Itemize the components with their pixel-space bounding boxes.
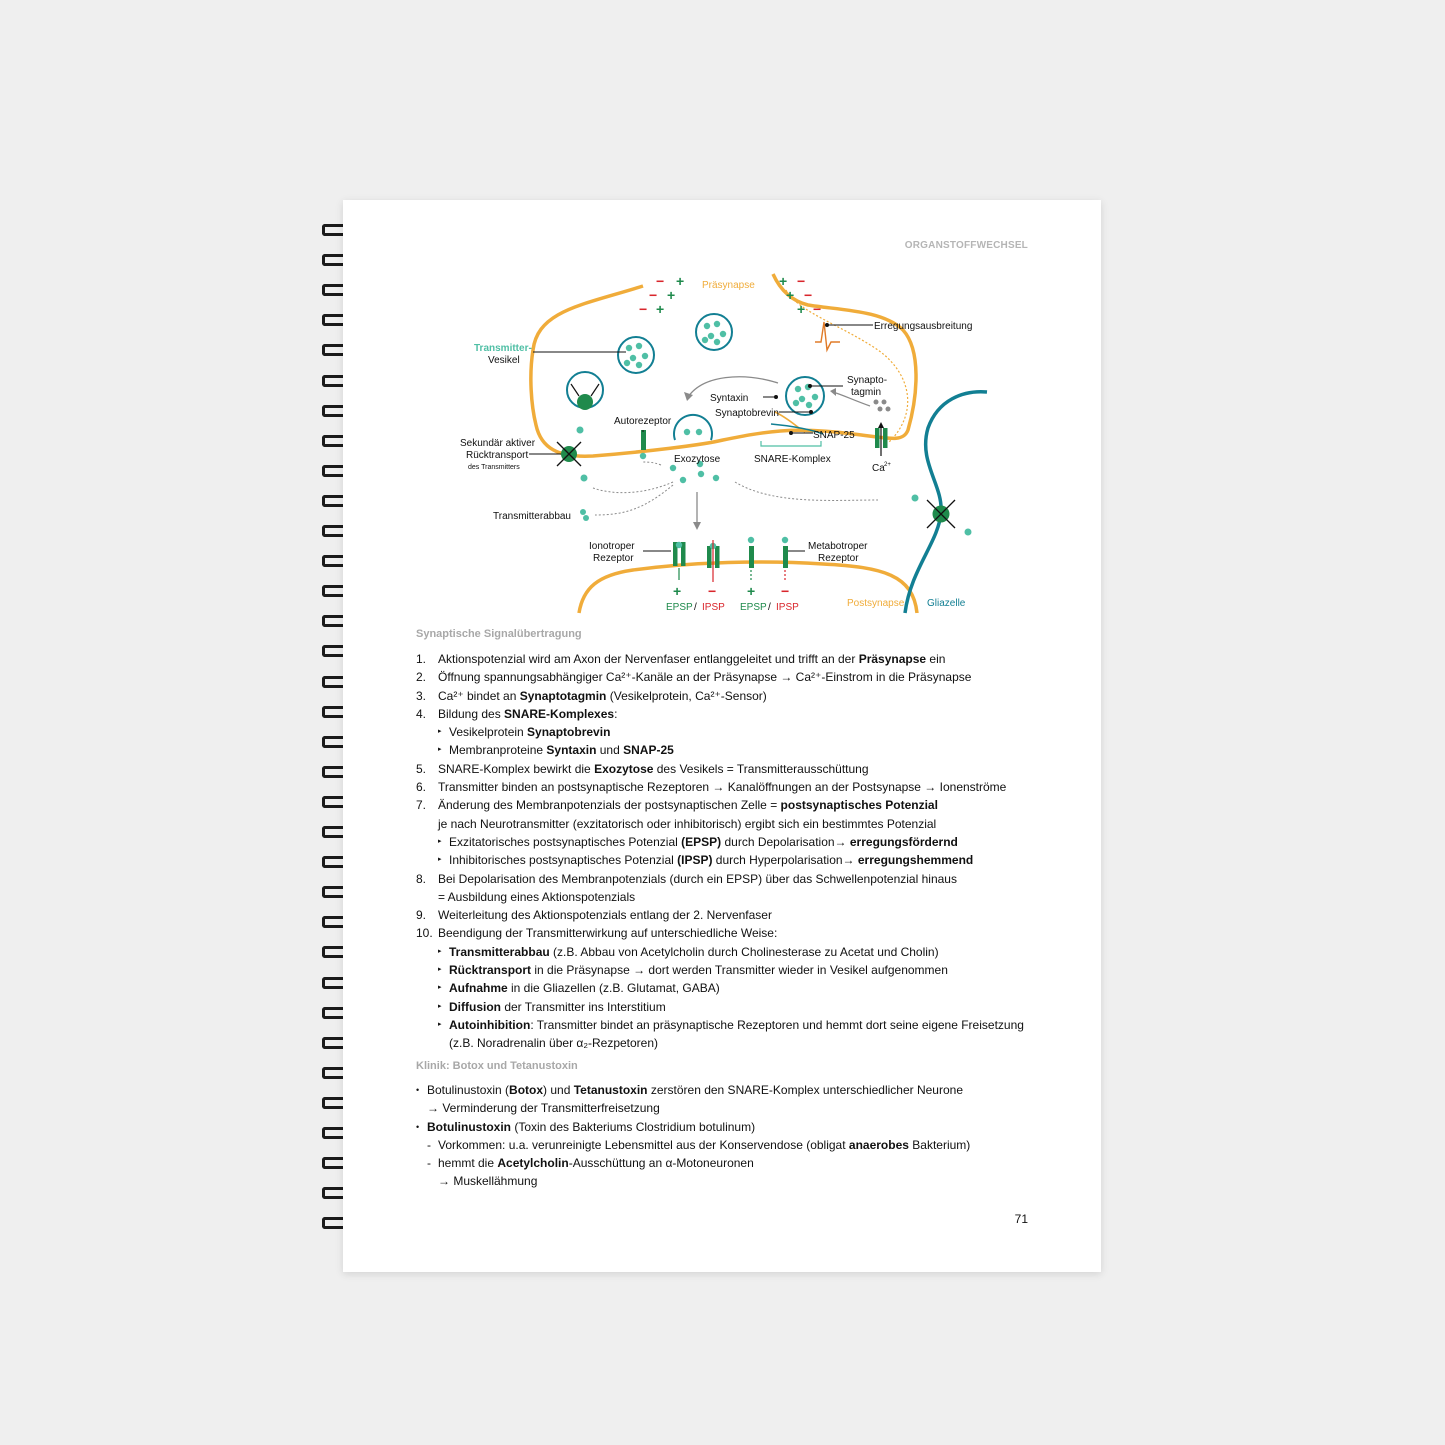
label-synapto: Synapto- [847, 375, 888, 386]
text-run: Bakterium) [908, 1137, 971, 1152]
list-item [416, 778, 1056, 796]
triangle-bullet-icon: ▸ [438, 728, 442, 736]
label-ca: Ca [872, 463, 885, 474]
svg-text:+: + [656, 301, 665, 317]
item-text [438, 687, 767, 705]
text-run: ein [926, 652, 946, 666]
item-text [427, 1081, 963, 1099]
text-run: Transmitter binden an postsynaptische Rezeptoren → Kanalöffnungen an der Postsynapse → Ionenströme [438, 780, 1007, 795]
text-run: Exzitatorisches postsynaptisches Potenzial [449, 834, 682, 849]
label-transmitterabbau: Transmitterabbau [493, 511, 571, 522]
text-run: hemmt die [438, 1156, 498, 1171]
label-ipsp-2: IPSP [776, 602, 799, 613]
svg-text:Rücktransport: Rücktransport [466, 450, 529, 461]
svg-text:tagmin: tagmin [851, 387, 882, 398]
text-run: zerstören den SNARE-Komplex unterschiedlicher Neurone [647, 1083, 964, 1097]
svg-text:−: − [797, 273, 806, 289]
sub-item-text [449, 723, 610, 741]
text-run: → Verminderung der Transmitterfreisetzung [427, 1101, 660, 1116]
page-number: 71 [1014, 1212, 1028, 1226]
item-continuation [438, 815, 936, 833]
item-text [438, 705, 617, 723]
item-number: 5. [416, 761, 427, 776]
text-run: (Toxin des Bakteriums Clostridium botulinum) [511, 1119, 756, 1134]
list-item [416, 870, 1056, 888]
section-title-signaluebertragung: Synaptische Signalübertragung [416, 628, 582, 640]
item-text [438, 924, 777, 942]
item-text [438, 1136, 970, 1154]
item-continuation [449, 1034, 658, 1052]
dash-icon: - [427, 1156, 431, 1171]
triangle-bullet-icon: ▸ [438, 837, 442, 845]
label-snap25: SNAP-25 [813, 430, 855, 441]
text-run: durch Hyperpolarisation→ [712, 853, 858, 868]
item-number: 3. [416, 688, 427, 703]
label-epsp-2: EPSP [740, 602, 767, 613]
list-item [416, 1118, 1056, 1136]
list-item [416, 998, 1056, 1016]
svg-text:−: − [708, 583, 717, 599]
text-run: des Vesikels = Transmitterausschüttung [653, 761, 869, 776]
text-run: : Transmitter bindet an präsynaptische Rezeptoren und hemmt dort seine eigene Freisetzung [530, 1017, 1024, 1032]
svg-text:2+: 2+ [884, 462, 891, 468]
label-autorezeptor: Autorezeptor [614, 416, 672, 427]
sub-item-text [449, 979, 720, 997]
list-item [416, 1034, 1056, 1052]
dash-icon: - [427, 1137, 431, 1152]
bold-term: erregungsfördernd [849, 834, 958, 849]
label-epsp-1: EPSP [666, 602, 693, 613]
sub-item-text [449, 943, 939, 961]
bold-term: Acetylcholin [497, 1156, 569, 1171]
ionotroper-rezeptor-2 [707, 540, 720, 582]
text-run: Bei Depolarisation des Membranpotenzials (durch ein EPSP) über das Schwellenpotenzial hinaus [438, 871, 957, 886]
bullet-dot-icon: • [416, 1085, 420, 1095]
list-item [416, 650, 1056, 668]
svg-text:+: + [779, 273, 788, 289]
text-run: (Vesikelprotein, Ca²⁺-Sensor) [606, 688, 767, 703]
metabotroper-rezeptor-2 [782, 537, 788, 582]
bold-term: SNAP-25 [623, 743, 674, 758]
gliazelle-membrane [905, 392, 987, 613]
sub-item-text [449, 998, 666, 1016]
label-ipsp-1: IPSP [702, 602, 725, 613]
text-run: = Ausbildung eines Aktionspotenzials [438, 889, 636, 904]
list-item [416, 1099, 1056, 1117]
sub-item-text [449, 961, 948, 979]
vesikel-3 [786, 377, 824, 415]
item-text [438, 1154, 754, 1172]
text-run: in die Präsynapse → dort werden Transmitter wieder in Vesikel aufgenommen [531, 963, 948, 978]
list-item [416, 888, 1056, 906]
list-item [416, 687, 1056, 705]
svg-text:Rezeptor: Rezeptor [818, 553, 859, 564]
svg-text:−: − [649, 287, 658, 303]
signaluebertragung-list [416, 650, 1056, 1053]
text-run: Vesikelprotein [449, 725, 528, 740]
list-item [416, 723, 1056, 741]
bold-term: Syntaxin [546, 743, 597, 758]
bold-term: Autoinhibition [449, 1017, 531, 1032]
klinik-list [416, 1081, 1056, 1191]
text-run: Öffnung spannungsabhängiger Ca²⁺-Kanäle an der Präsynapse → Ca²⁺-Einstrom in die Präsynapse [438, 670, 972, 685]
svg-text:−: − [804, 287, 813, 303]
label-synaptobrevin: Synaptobrevin [715, 408, 779, 419]
svg-text:−: − [781, 583, 790, 599]
list-item [416, 1154, 1056, 1172]
text-run: Bildung des [438, 706, 505, 721]
bold-term: postsynaptisches Potenzial [780, 798, 938, 813]
text-run: ) und [543, 1083, 574, 1097]
text-run: Membranproteine [449, 743, 547, 758]
label-vesikel: Vesikel [488, 355, 520, 366]
svg-text:des Transmitters: des Transmitters [468, 464, 520, 471]
svg-text:+: + [747, 583, 756, 599]
bold-term: Aufnahme [449, 981, 508, 996]
list-item [416, 924, 1056, 942]
text-run: Ca²⁺ bindet an [438, 688, 520, 703]
list-item [416, 741, 1056, 759]
section-title-klinik: Klinik: Botox und Tetanustoxin [416, 1060, 578, 1072]
item-number: 2. [416, 670, 427, 685]
bold-term: (IPSP) [677, 853, 713, 868]
list-item [416, 906, 1056, 924]
text-run: : [614, 706, 618, 721]
item-continuation [438, 888, 635, 906]
item-number: 4. [416, 706, 427, 721]
bold-term: Synaptobrevin [527, 725, 611, 740]
item-text [438, 870, 957, 888]
svg-text:−: − [656, 273, 665, 289]
text-run: Inhibitorisches postsynaptisches Potenzial [449, 853, 678, 868]
text-run: Botulinustoxin ( [427, 1083, 510, 1097]
text-run: (z.B. Noradrenalin über α₂-Rezpetoren) [449, 1036, 659, 1051]
triangle-bullet-icon: ▸ [438, 1002, 442, 1010]
triangle-bullet-icon: ▸ [438, 1020, 442, 1028]
triangle-bullet-icon: ▸ [438, 856, 442, 864]
vesikel-2 [696, 314, 732, 350]
item-number: 1. [416, 652, 427, 666]
item-number: 6. [416, 780, 427, 795]
item-text [427, 1099, 660, 1117]
autorezeptor-icon [641, 430, 646, 450]
bold-term: Rücktransport [449, 963, 532, 978]
ca-kanal-icon [875, 428, 880, 448]
text-run: → Muskellähmung [438, 1174, 538, 1189]
item-text [438, 796, 938, 814]
svg-text:/: / [768, 602, 771, 613]
triangle-bullet-icon: ▸ [438, 947, 442, 955]
label-transmitter: Transmitter- [474, 343, 532, 354]
svg-text:−: − [813, 301, 822, 317]
bold-term: erregungshemmend [857, 853, 974, 868]
list-item [416, 833, 1056, 851]
list-item [416, 815, 1056, 833]
item-text [438, 906, 772, 924]
text-run: und [596, 743, 624, 758]
bold-term: Transmitterabbau [449, 944, 550, 959]
item-text [438, 650, 945, 668]
svg-text:+: + [676, 273, 685, 289]
svg-text:Rezeptor: Rezeptor [593, 553, 634, 564]
sub-item-text [449, 851, 973, 869]
svg-text:+: + [786, 287, 795, 303]
svg-text:+: + [673, 583, 682, 599]
sub-item-text [449, 833, 958, 851]
list-item [416, 1172, 1056, 1190]
synapse-diagram [343, 200, 1101, 630]
list-item [416, 1016, 1056, 1034]
svg-text:+: + [797, 301, 806, 317]
text-run: Beendigung der Transmitterwirkung auf unterschiedliche Weise: [438, 926, 778, 941]
bold-term: Botox [509, 1083, 544, 1097]
item-text [438, 778, 1006, 796]
vesikel-1 [618, 337, 654, 373]
text-run: SNARE-Komplex bewirkt die [438, 761, 595, 776]
ionotroper-rezeptor-1 [673, 542, 686, 580]
text-run: durch Depolarisation→ [721, 834, 850, 849]
list-item [416, 705, 1056, 723]
bold-term: anaerobes [848, 1137, 909, 1152]
list-item [416, 851, 1056, 869]
text-run: Vorkommen: u.a. verunreinigte Lebensmittel aus der Konservendose (obligat [438, 1137, 849, 1152]
item-number: 7. [416, 798, 427, 813]
sub-item-text [449, 1016, 1024, 1034]
text-run: Aktionspotenzial wird am Axon der Nervenfaser entlanggeleitet und trifft an der [438, 652, 859, 666]
label-syntaxin: Syntaxin [710, 393, 749, 404]
page-header: ORGANSTOFFWECHSEL [904, 240, 1028, 251]
label-sekundaer: Sekundär aktiver [460, 438, 536, 449]
svg-text:/: / [694, 602, 697, 613]
bold-term: Synaptotagmin [519, 688, 607, 703]
label-snare: SNARE-Komplex [754, 454, 831, 465]
triangle-bullet-icon: ▸ [438, 984, 442, 992]
label-exozytose: Exozytose [674, 454, 721, 465]
reuptake-vesikel [567, 372, 603, 410]
bold-term: Präsynapse [858, 652, 927, 666]
label-praesynapse: Präsynapse [702, 280, 755, 291]
label-postsynapse: Postsynapse [847, 598, 905, 609]
bold-term: Exozytose [594, 761, 654, 776]
text-run: Änderung des Membranpotenzials der postsynaptischen Zelle = [438, 798, 781, 813]
document-page [343, 200, 1101, 1272]
label-gliazelle: Gliazelle [927, 598, 966, 609]
text-run: je nach Neurotransmitter (exzitatorisch oder inhibitorisch) ergibt sich ein bestimmtes Potenzial [438, 816, 937, 831]
list-item [416, 796, 1056, 814]
bold-term: (EPSP) [681, 834, 722, 849]
text-run: (z.B. Abbau von Acetylcholin durch Cholinesterase zu Acetat und Cholin) [549, 944, 939, 959]
label-erregungsausbreitung: Erregungsausbreitung [874, 321, 973, 332]
bold-term: SNARE-Komplexes [504, 706, 615, 721]
triangle-bullet-icon: ▸ [438, 746, 442, 754]
item-number: 10. [416, 926, 433, 941]
list-item [416, 961, 1056, 979]
list-item [416, 943, 1056, 961]
text-run: in die Gliazellen (z.B. Glutamat, GABA) [507, 981, 720, 996]
list-item [416, 979, 1056, 997]
svg-text:−: − [639, 301, 648, 317]
bold-term: Diffusion [449, 999, 501, 1014]
item-number: 8. [416, 871, 427, 886]
label-ionotroper: Ionotroper [589, 541, 635, 552]
svg-text:+: + [667, 287, 676, 303]
bold-term: Botulinustoxin [427, 1119, 511, 1134]
bold-term: Tetanustoxin [573, 1083, 648, 1097]
triangle-bullet-icon: ▸ [438, 966, 442, 974]
label-metabotroper: Metabotroper [808, 541, 868, 552]
metabotroper-rezeptor-1 [748, 537, 754, 582]
list-item [416, 760, 1056, 778]
item-text [438, 760, 869, 778]
item-text [427, 1118, 755, 1136]
list-item [416, 668, 1056, 686]
list-item [416, 1081, 1056, 1099]
text-run: -Ausschüttung an α-Motoneuronen [568, 1156, 754, 1171]
praesynapse-membrane [531, 274, 916, 456]
item-text [438, 668, 971, 686]
sub-item-text [449, 741, 674, 759]
text-run: Weiterleitung des Aktionspotenzials entlang der 2. Nervenfaser [438, 908, 772, 923]
bullet-dot-icon: • [416, 1121, 420, 1132]
list-item [416, 1136, 1056, 1154]
item-text [438, 1172, 537, 1190]
text-run: der Transmitter ins Interstitium [501, 999, 666, 1014]
item-number: 9. [416, 908, 427, 923]
exozytose-vesikel [674, 415, 712, 440]
